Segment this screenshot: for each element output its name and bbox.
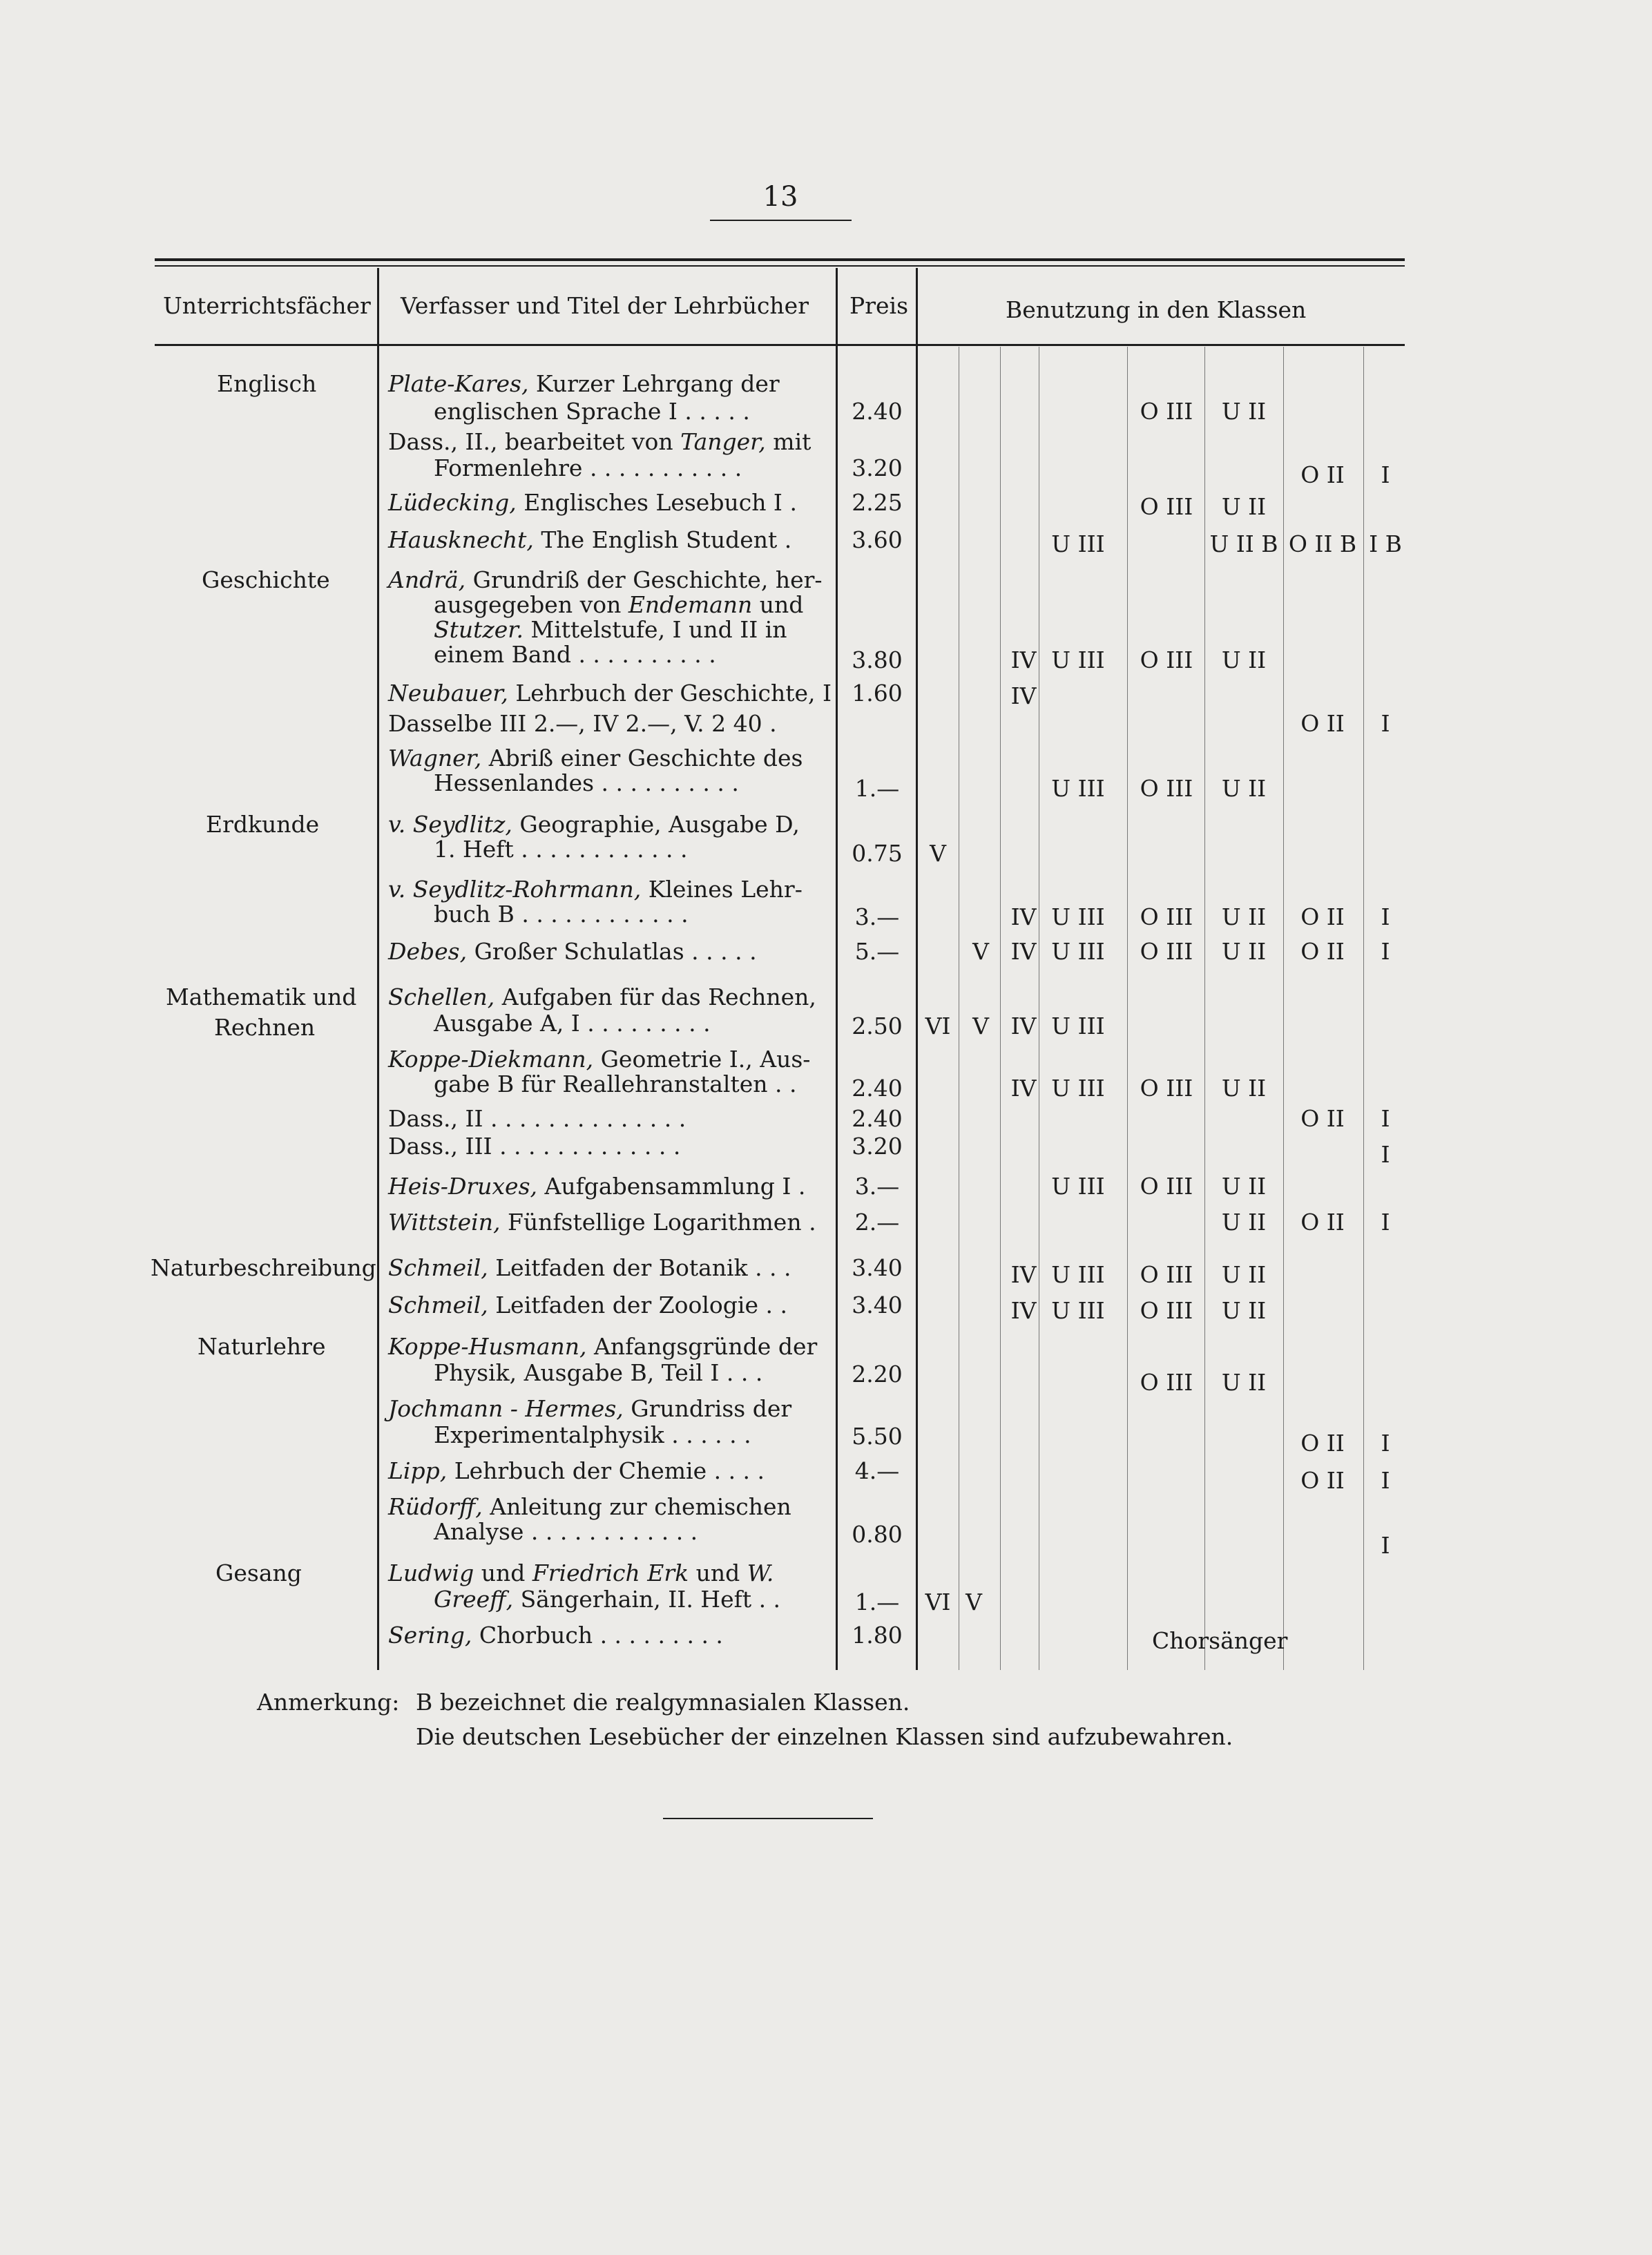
book-entry	[388, 1334, 817, 1359]
class-col-line	[1127, 347, 1128, 1670]
class-cell: I	[1381, 1467, 1390, 1494]
book-entry	[388, 1623, 723, 1648]
class-cell: I	[1381, 1430, 1390, 1457]
class-cell: O II	[1300, 1430, 1345, 1457]
subject-englisch: Englisch	[217, 370, 317, 397]
class-cell: U III	[1051, 903, 1105, 930]
book-entry	[388, 1459, 765, 1484]
book-author: Tanger,	[680, 428, 766, 455]
class-cell: U III	[1051, 530, 1105, 557]
book-title: Kleines Lehr-	[641, 876, 803, 903]
book-title: Kurzer Lehrgang der	[528, 370, 780, 397]
class-cell: I	[1381, 903, 1390, 930]
class-cell: O III	[1140, 1297, 1193, 1324]
book-price: 5.—	[854, 938, 900, 965]
book-entry	[388, 1293, 787, 1318]
class-cell: O II	[1300, 461, 1345, 488]
book-title-cont: Ausgabe A, I . . . . . . . . .	[434, 1010, 711, 1037]
class-cell: O III	[1140, 398, 1193, 425]
book-price: 1.80	[852, 1622, 903, 1649]
header-usage: Benutzung in den Klassen	[1006, 296, 1307, 323]
note-line-1: B bezeichnet die realgymnasialen Klassen.	[416, 1689, 910, 1716]
book-title-cont: Analyse . . . . . . . . . . . .	[434, 1518, 698, 1545]
class-cell: O II	[1300, 1467, 1345, 1494]
col-divider-subjects	[377, 268, 379, 1670]
subject-gesang: Gesang	[215, 1560, 302, 1586]
book-entry	[388, 430, 811, 454]
book-price: 2.20	[852, 1361, 903, 1388]
book-author: Jochmann - Hermes,	[388, 1395, 624, 1422]
subject-naturlehre: Naturlehre	[198, 1333, 326, 1360]
book-price: 3.—	[854, 1173, 900, 1200]
subject-mathematik-line1: Mathematik und	[166, 983, 357, 1010]
book-title: Geographie, Ausgabe D,	[512, 811, 800, 838]
class-cell: I	[1381, 1532, 1390, 1559]
book-author: Schmeil,	[388, 1254, 488, 1281]
book-price: 3.20	[852, 454, 903, 481]
book-author: Ludwig	[388, 1560, 474, 1586]
table-top-rule-thin	[155, 265, 1405, 267]
book-price: 0.75	[852, 840, 903, 867]
book-author: Dass., II., bearbeitet von	[388, 428, 681, 455]
book-title-cont: Greeff, Sängerhain, II. Heft . .	[434, 1586, 781, 1613]
book-price: 2.—	[854, 1209, 900, 1236]
class-cell: IV	[1010, 1297, 1037, 1324]
class-cell: O III	[1140, 1075, 1193, 1102]
class-cell: U III	[1051, 646, 1105, 673]
class-cell: O II	[1300, 710, 1345, 737]
class-cell: U II	[1221, 1297, 1267, 1324]
subject-geschichte: Geschichte	[202, 566, 330, 593]
book-title-cont: Experimentalphysik . . . . . .	[434, 1421, 751, 1448]
class-cell: U III	[1051, 1075, 1105, 1102]
class-cell: U II	[1221, 493, 1267, 520]
class-cell: IV	[1010, 646, 1037, 673]
class-cell: O II	[1300, 1209, 1345, 1236]
book-title-cont: Hessenlandes . . . . . . . . . .	[434, 769, 739, 796]
book-entry	[388, 528, 791, 553]
class-cell: O II	[1300, 903, 1345, 930]
book-entry	[388, 1256, 791, 1280]
class-cell: O III	[1140, 775, 1193, 802]
book-entry	[388, 568, 823, 593]
book-entry: Dasselbe III 2.—, IV 2.—, V. 2 40 .	[388, 710, 777, 737]
book-author: v. Seydlitz-Rohrmann,	[388, 876, 642, 903]
book-author: W.	[747, 1560, 774, 1586]
subject-naturbeschreibung: Naturbeschreibung	[151, 1254, 376, 1281]
book-price: 0.80	[852, 1521, 903, 1548]
book-title: Leitfaden der Zoologie . .	[488, 1292, 787, 1318]
header-bottom-rule	[155, 344, 1405, 346]
book-author: Wagner,	[388, 745, 482, 771]
class-cell: U II	[1221, 1369, 1267, 1396]
book-price: 1.—	[854, 775, 900, 802]
class-cell: I	[1381, 710, 1390, 737]
book-price: 2.40	[852, 1075, 903, 1102]
book-title: Englisches Lesebuch I .	[516, 489, 797, 516]
table-top-rule	[155, 258, 1405, 261]
book-price: 2.40	[852, 1105, 903, 1132]
book-price: 5.50	[852, 1423, 903, 1450]
class-cell: IV	[1010, 938, 1037, 965]
closing-rule	[663, 1818, 873, 1819]
subject-erdkunde: Erdkunde	[206, 811, 320, 838]
book-price: 3.40	[852, 1254, 903, 1281]
book-author: Friedrich Erk	[532, 1560, 689, 1586]
class-cell: IV	[1010, 1013, 1037, 1039]
class-cell: U III	[1051, 938, 1105, 965]
class-cell: U III	[1051, 1173, 1105, 1200]
note-label: Anmerkung:	[257, 1689, 400, 1716]
book-title: Grundriss der	[623, 1395, 792, 1422]
class-cell: U II	[1221, 775, 1267, 802]
book-title: Grundriß der Geschichte, her-	[465, 566, 823, 593]
book-title: Abriß einer Geschichte des	[481, 745, 803, 771]
class-cell: V	[966, 1589, 982, 1615]
book-entry	[388, 1397, 791, 1421]
book-title-cont: Stutzer. Mittelstufe, I und II in	[434, 616, 787, 643]
page-number: 13	[762, 181, 798, 213]
class-cell: O III	[1140, 646, 1193, 673]
class-cell: U III	[1051, 775, 1105, 802]
book-entry	[388, 681, 832, 706]
class-cell: IV	[1010, 1261, 1037, 1288]
book-title-cont: Formenlehre . . . . . . . . . . .	[434, 454, 742, 481]
class-cell: VI	[925, 1013, 951, 1039]
header-price: Preis	[849, 292, 908, 319]
class-cell: IV	[1010, 903, 1037, 930]
book-author: Neubauer,	[388, 680, 508, 707]
book-author: Hausknecht,	[388, 526, 534, 553]
class-cell: O III	[1140, 903, 1193, 930]
book-entry	[388, 877, 803, 902]
book-price: 1.60	[852, 680, 903, 707]
book-entry: Dass., III . . . . . . . . . . . . .	[388, 1133, 681, 1160]
book-title: Geometrie I., Aus-	[593, 1046, 811, 1073]
book-entry	[388, 985, 816, 1010]
book-title-cont: gabe B für Reallehranstalten . .	[434, 1071, 797, 1097]
class-cell: IV	[1010, 1075, 1037, 1102]
book-author: Schmeil,	[388, 1292, 488, 1318]
class-cell: I	[1381, 1105, 1390, 1132]
book-price: 2.40	[852, 398, 903, 425]
book-author: Sering,	[388, 1622, 472, 1649]
book-entry	[388, 490, 797, 515]
class-cell: I	[1381, 938, 1390, 965]
book-entry	[388, 372, 780, 396]
header-books: Verfasser und Titel der Lehrbücher	[401, 292, 809, 319]
class-cell: I B	[1369, 530, 1402, 557]
class-cell: U III	[1051, 1261, 1105, 1288]
book-author: Lipp,	[388, 1457, 448, 1484]
class-cell: O III	[1140, 1261, 1193, 1288]
class-cell: V	[972, 938, 989, 965]
page-number-rule	[710, 220, 852, 221]
book-title: Fünfstellige Logarithmen .	[500, 1209, 816, 1236]
book-author: Debes,	[388, 938, 468, 965]
class-cell: IV	[1010, 682, 1037, 709]
book-author: Schellen,	[388, 983, 495, 1010]
class-cell: V	[972, 1013, 989, 1039]
book-title: Aufgaben für das Rechnen,	[494, 983, 816, 1010]
book-title: Leitfaden der Botanik . . .	[488, 1254, 791, 1281]
book-entry	[388, 1047, 810, 1072]
book-title: Lehrbuch der Geschichte, I	[508, 680, 832, 707]
class-cell: U II	[1221, 1173, 1267, 1200]
book-entry	[388, 1495, 791, 1519]
book-author: Plate-Kares,	[388, 370, 529, 397]
book-price: 3.80	[852, 646, 903, 673]
class-cell: U II	[1221, 1261, 1267, 1288]
book-title: Aufgabensammlung I .	[537, 1173, 806, 1200]
class-cell: U II B	[1209, 530, 1278, 557]
book-author: Lüdecking,	[388, 489, 517, 516]
class-cell: O III	[1140, 493, 1193, 520]
class-cell: U II	[1221, 903, 1267, 930]
class-cell: I	[1381, 461, 1390, 488]
book-price: 3.40	[852, 1292, 903, 1318]
book-author: Andrä,	[388, 566, 466, 593]
class-col-line	[1000, 347, 1001, 1670]
book-title-cont: englischen Sprache I . . . . .	[434, 398, 750, 425]
class-cell: O III	[1140, 938, 1193, 965]
book-title-cont: Physik, Ausgabe B, Teil I . . .	[434, 1359, 763, 1386]
class-cell: O III	[1140, 1369, 1193, 1396]
book-price: 3.20	[852, 1133, 903, 1160]
class-cell: VI	[925, 1589, 951, 1615]
book-title: mit	[765, 428, 811, 455]
class-cell: I	[1381, 1209, 1390, 1236]
book-title-cont: ausgegeben von Endemann und	[434, 591, 804, 618]
book-entry	[388, 812, 800, 837]
book-title-cont: einem Band . . . . . . . . . .	[434, 641, 716, 668]
book-title: Anfangsgründe der	[586, 1333, 818, 1360]
class-cell-span: Chorsänger	[1152, 1627, 1288, 1654]
book-entry: Ludwig und Friedrich Erk und W.	[388, 1560, 774, 1586]
book-author: Koppe-Diekmann,	[388, 1046, 594, 1073]
class-cell: O III	[1140, 1173, 1193, 1200]
class-cell: U II	[1221, 646, 1267, 673]
book-title-cont: 1. Heft . . . . . . . . . . . .	[434, 836, 688, 863]
book-price: 2.25	[852, 489, 903, 516]
class-cell: U II	[1221, 938, 1267, 965]
class-cell: O II	[1300, 1105, 1345, 1132]
book-title: Großer Schulatlas . . . . .	[467, 938, 757, 965]
class-cell: U III	[1051, 1013, 1105, 1039]
class-cell: O II	[1300, 938, 1345, 965]
book-entry	[388, 939, 757, 964]
book-price: 3.60	[852, 526, 903, 553]
class-cell: U II	[1221, 1209, 1267, 1236]
header-subjects: Unterrichtsfächer	[163, 292, 371, 319]
class-cell: V	[930, 840, 946, 867]
class-cell: I	[1381, 1141, 1390, 1168]
class-cell: U III	[1051, 1297, 1105, 1324]
book-title: Lehrbuch der Chemie . . . .	[447, 1457, 765, 1484]
book-title: Chorbuch . . . . . . . . .	[472, 1622, 723, 1649]
book-entry	[388, 1210, 816, 1235]
note-line-2: Die deutschen Lesebücher der einzelnen Klassen sind aufzubewahren.	[416, 1723, 1233, 1750]
book-title: Anleitung zur chemischen	[482, 1493, 791, 1520]
book-author: Koppe-Husmann,	[388, 1333, 587, 1360]
book-author: Wittstein,	[388, 1209, 501, 1236]
book-price: 2.50	[852, 1013, 903, 1039]
book-author: v. Seydlitz,	[388, 811, 512, 838]
book-price: 3.—	[854, 903, 900, 930]
book-entry: Dass., II . . . . . . . . . . . . . .	[388, 1105, 686, 1132]
book-author: Rüdorff,	[388, 1493, 483, 1520]
book-price: 1.—	[854, 1589, 900, 1615]
book-price: 4.—	[854, 1457, 900, 1484]
book-title-cont: buch B . . . . . . . . . . . .	[434, 901, 689, 928]
class-cell: U II	[1221, 398, 1267, 425]
subject-mathematik-line2: Rechnen	[214, 1014, 316, 1041]
class-cell: U II	[1221, 1075, 1267, 1102]
book-entry	[388, 746, 803, 771]
book-entry	[388, 1174, 805, 1199]
book-title: The English Student .	[533, 526, 792, 553]
book-author: Heis-Druxes,	[388, 1173, 537, 1200]
class-cell: O II B	[1288, 530, 1357, 557]
